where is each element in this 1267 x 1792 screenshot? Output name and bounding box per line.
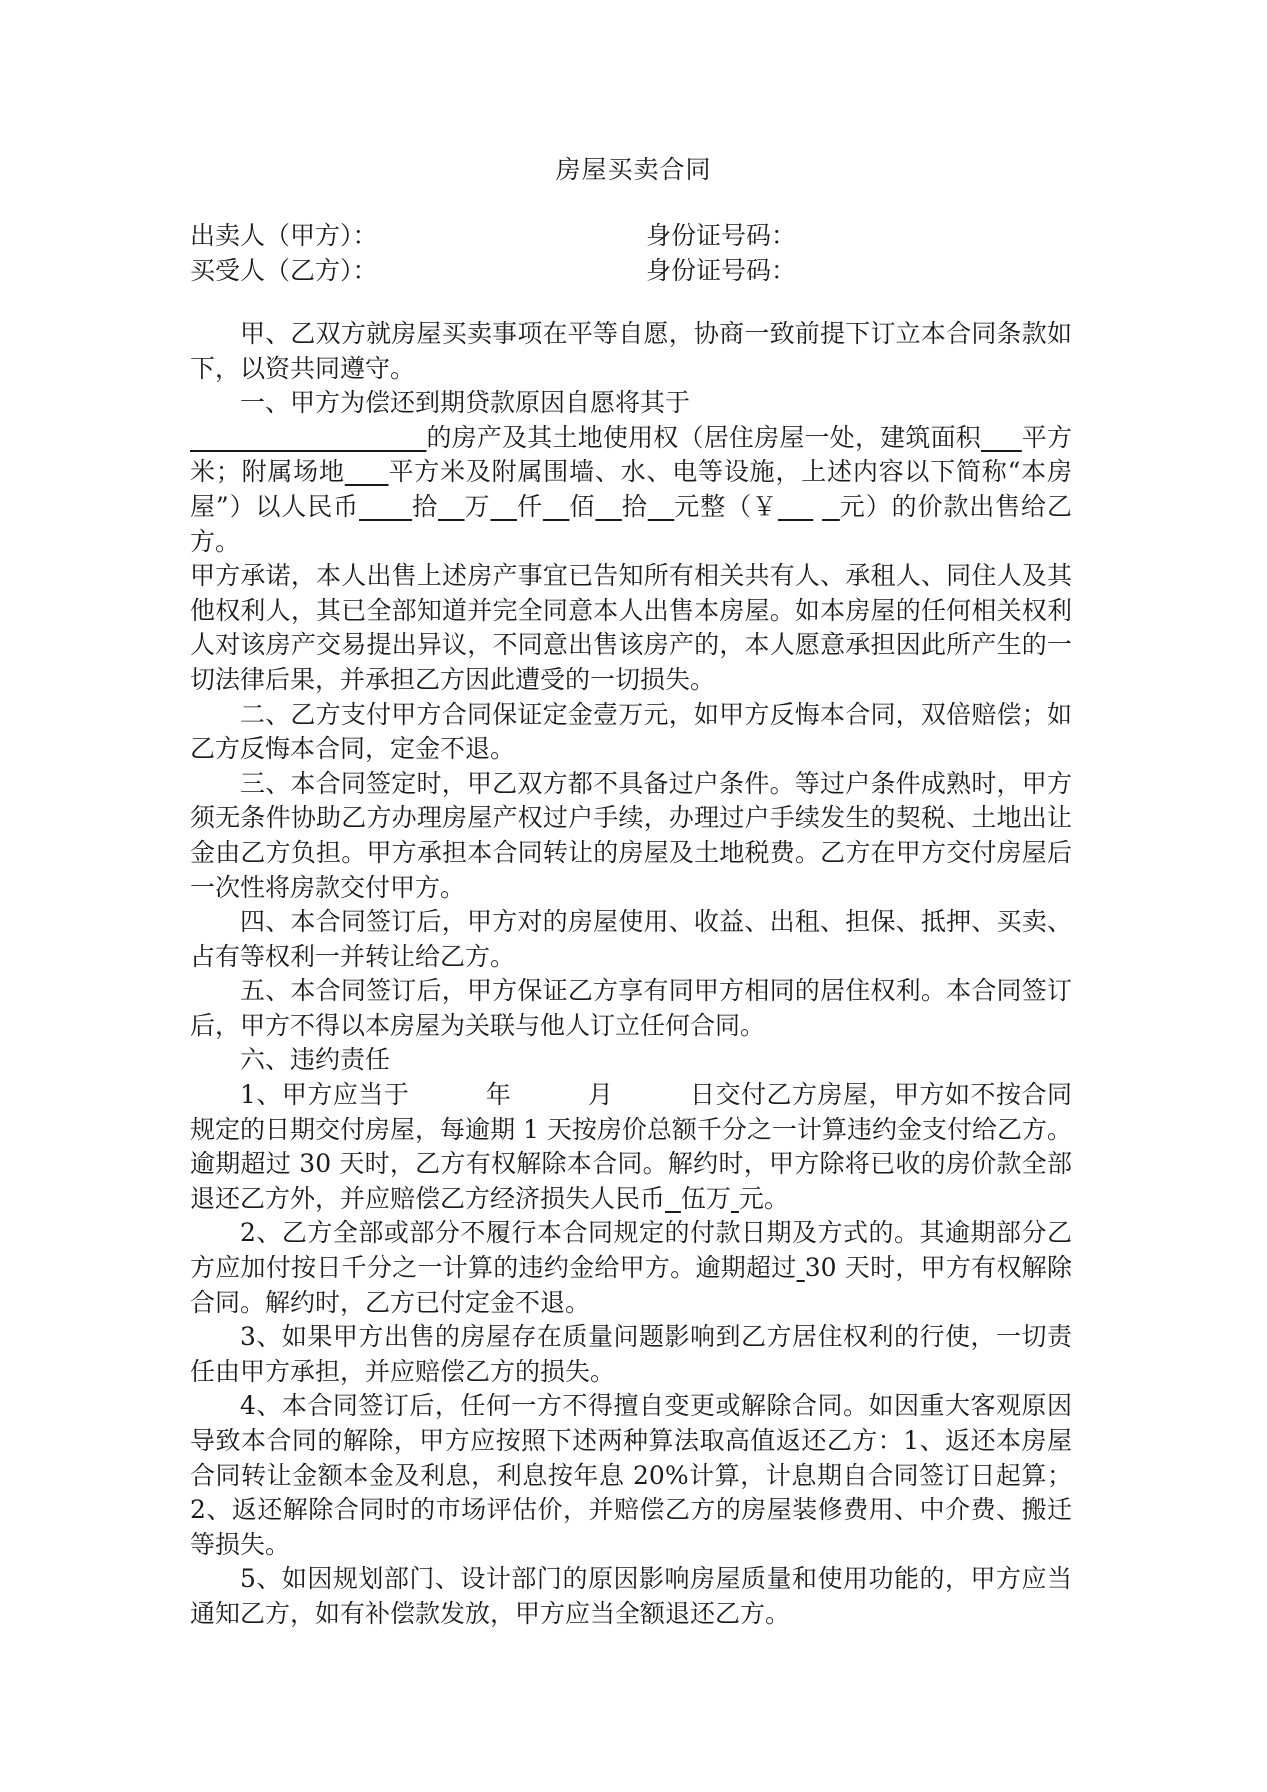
contract-paragraph: 一、甲方为偿还到期贷款原因自愿将其于 (240, 388, 691, 418)
buyer-label: 买受人（乙方）： (190, 256, 378, 285)
fill-in-blank (665, 1184, 681, 1213)
document-title: 房屋买卖合同 (555, 155, 712, 184)
fill-in-blank (190, 423, 426, 452)
seller-label: 出卖人（甲方）： (190, 221, 378, 250)
contract-paragraph: 四、本合同签订后，甲方对的房屋使用、收益、出租、担保、抵押、买卖、占有等权利一并转让给乙方。 (190, 907, 1072, 971)
contract-paragraph: 五、本合同签订后，甲方保证乙方享有同甲方相同的居住权利。本合同签订后，甲方不得以本房屋为关联与他人订立任何合同。 (190, 976, 1072, 1040)
party-info (190, 218, 1090, 288)
fill-in-blank (797, 1253, 805, 1282)
fill-in-blank (595, 492, 622, 521)
fill-in-blank (981, 423, 1022, 452)
contract-paragraph: 5、如因规划部门、设计部门的原因影响房屋质量和使用功能的，甲方应当通知乙方，如有补偿款发放，甲方应当全额退还乙方。 (190, 1564, 1072, 1628)
contract-paragraph: 六、违约责任 (240, 1045, 391, 1075)
fill-in-blank (490, 492, 517, 521)
fill-in-blank (543, 492, 570, 521)
fill-in-blank (822, 492, 840, 521)
contract-paragraph: 3、如果甲方出售的房屋存在质量问题影响到乙方居住权利的行使，一切责任由甲方承担，并应赔偿乙方的损失。 (190, 1322, 1072, 1386)
contract-paragraph: 2、乙方全部或部分不履行本合同规定的付款日期及方式的。其逾期部分乙方应加付按日千分之一计算的违约金给甲方。逾期超过 30 天时，甲方有权解除合同。解约时，乙方已付定金不退。 (190, 1218, 1072, 1317)
contract-paragraph: 1、甲方应当于 年 月 日交付乙方房屋，甲方如不按合同规定的日期交付房屋，每逾期 1 天按房价总额千分之一计算违约金支付给乙方。逾期超过 30 天时，乙方有权解除本合同。解约时，甲方除将已收的房价款全部退还乙方外，并应赔偿乙方经济损失人民币 伍万 元。 (190, 1080, 1072, 1213)
fill-in-blank (345, 457, 389, 486)
contract-paragraph: 三、本合同签定时，甲乙双方都不具备过户条件。等过户条件成熟时，甲方须无条件协助乙方办理房屋产权过户手续，办理过户手续发生的契税、土地出让金由乙方负担。甲方承担本合同转让的房屋及土地税费。乙方在甲方交付房屋后一次性将房款交付甲方。 (190, 768, 1072, 902)
contract-paragraph: 甲方承诺，本人出售上述房产事宜已告知所有相关共有人、承租人、同住人及其他权利人，其已全部知道并完全同意本人出售本房屋。如本房屋的任何相关权利人对该房产交易提出异议，不同意出售该房产的，本人愿意承担因此所产生的一切法律后果，并承担乙方因此遭受的一切损失。 (190, 561, 1072, 694)
buyer-row (190, 253, 1090, 288)
contract-paragraph: 的房产及其土地使用权（居住房屋一处，建筑面积 平方米；附属场地 平方米及附属围墙、水、电等设施，上述内容以下简称“本房屋”）以人民币 拾 万 仟 佰 拾 元整（￥ 元）的价款出售给乙方。 (190, 422, 1072, 556)
contract-paragraph: 二、乙方支付甲方合同保证定金壹万元，如甲方反悔本合同，双倍赔偿；如乙方反悔本合同，定金不退。 (190, 699, 1072, 764)
contract-paragraph: 甲、乙双方就房屋买卖事项在平等自愿，协商一致前提下订立本合同条款如下，以资共同遵守。 (190, 319, 1072, 383)
fill-in-blank (359, 492, 412, 521)
fill-in-blank (648, 492, 675, 521)
fill-in-blank (778, 492, 813, 521)
contract-paragraph: 4、本合同签订后，任何一方不得擅自变更或解除合同。如因重大客观原因导致本合同的解除，甲方应按照下述两种算法取高值返还乙方：1、返还本房屋合同转让金额本金及利息，利息按年息 20%计算，计息期自合同签订日起算；2、返还解除合同时的市场评估价，并赔偿乙方的房屋装修费用、中介费、搬迁等损失。 (190, 1391, 1072, 1559)
seller-row (190, 218, 1090, 253)
fill-in-blank (438, 492, 465, 521)
buyer-id-label: 身份证号码： (646, 256, 797, 285)
contract-body (190, 317, 1072, 1632)
fill-in-blank (731, 1184, 739, 1213)
seller-id-label: 身份证号码： (646, 221, 797, 250)
